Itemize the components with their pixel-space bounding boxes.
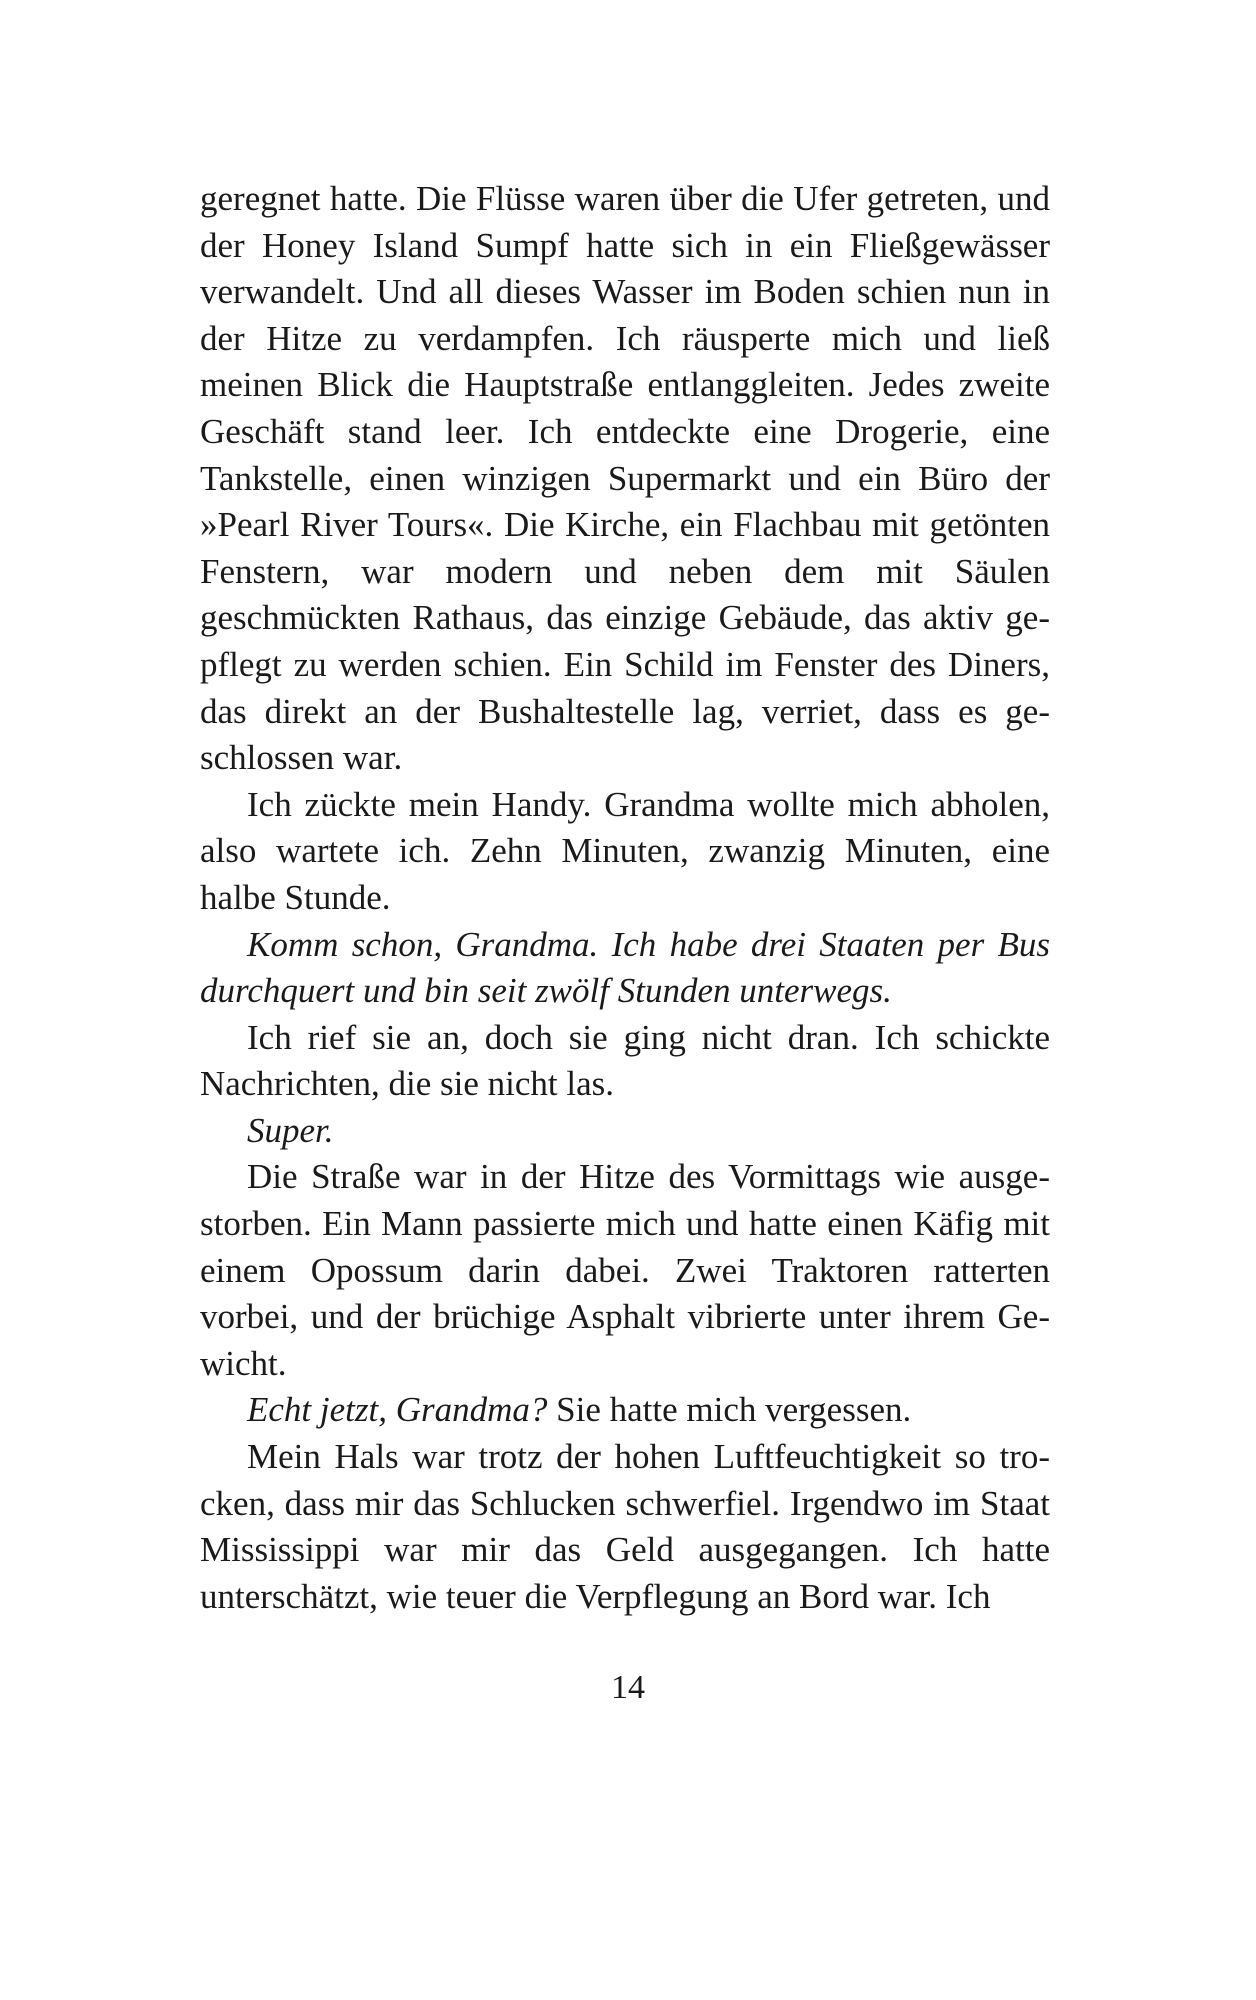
- paragraph-6: Die Straße war in der Hitze des Vormittags wie ausgestorben. Ein Mann passierte mich und hatte einen Käfig mit einem Opossum darin dabei. Zwei Traktoren ratterten vorbei, und der brüchige Asphalt vibrierte unter ihrem Gewicht.: [200, 1157, 1050, 1383]
- italic-thought-1: Komm schon, Grandma. Ich habe drei Staaten per Bus durchquert und bin seit zwölf Stunden unterwegs.: [200, 924, 1050, 1011]
- italic-thought-3: Echt jetzt, Grandma?: [247, 1390, 548, 1430]
- paragraph-7: [200, 1387, 1050, 1434]
- paragraph-4: Ich rief sie an, doch sie ging nicht dran. Ich schickte Nachrichten, die sie nicht las.: [200, 1017, 1050, 1104]
- paragraph-8: Mein Hals war trotz der hohen Luftfeuchtigkeit so trocken, dass mir das Schlucken schwerfiel. Irgendwo im Staat Mississippi war mir das Geld ausgegangen. Ich hatte unterschätzt, wie teuer die Verpflegung an Bord war. Ich: [200, 1437, 1050, 1616]
- body-text: [200, 176, 1050, 1620]
- paragraph-7-rest: Sie hatte mich vergessen.: [547, 1390, 912, 1430]
- paragraph-2: Ich zückte mein Handy. Grandma wollte mich abholen, also wartete ich. Zehn Minuten, zwanzig Minuten, eine halbe Stunde.: [200, 784, 1050, 917]
- paragraph-5-italic: [200, 1108, 1050, 1155]
- paragraph-1: geregnet hatte. Die Flüsse waren über die Ufer getreten, und der Honey Island Sumpf hatte sich in ein Fließgewässer verwandelt. Und all dieses Wasser im Boden schien nun in der Hitze zu verdampfen. Ich räusperte mich und ließ meinen Blick die Hauptstraße entlanggleiten. Jedes zweite Geschäft stand leer. Ich entdeckte eine Drogerie, eine Tankstelle, einen winzigen Supermarkt und ein Büro der »Pearl River Tours«. Die Kirche, ein Flachbau mit getönten Fenstern, war modern und neben dem mit Säulen geschmückten Rathaus, das einzige Gebäude, das aktiv gepflegt zu werden schien. Ein Schild im Fenster des Diners, das direkt an der Bushaltestelle lag, verriet, dass es geschlossen war.: [200, 179, 1050, 778]
- page-number: 14: [611, 1669, 645, 1706]
- italic-thought-2: Super.: [247, 1110, 334, 1150]
- paragraph-3-italic: [200, 922, 1050, 1015]
